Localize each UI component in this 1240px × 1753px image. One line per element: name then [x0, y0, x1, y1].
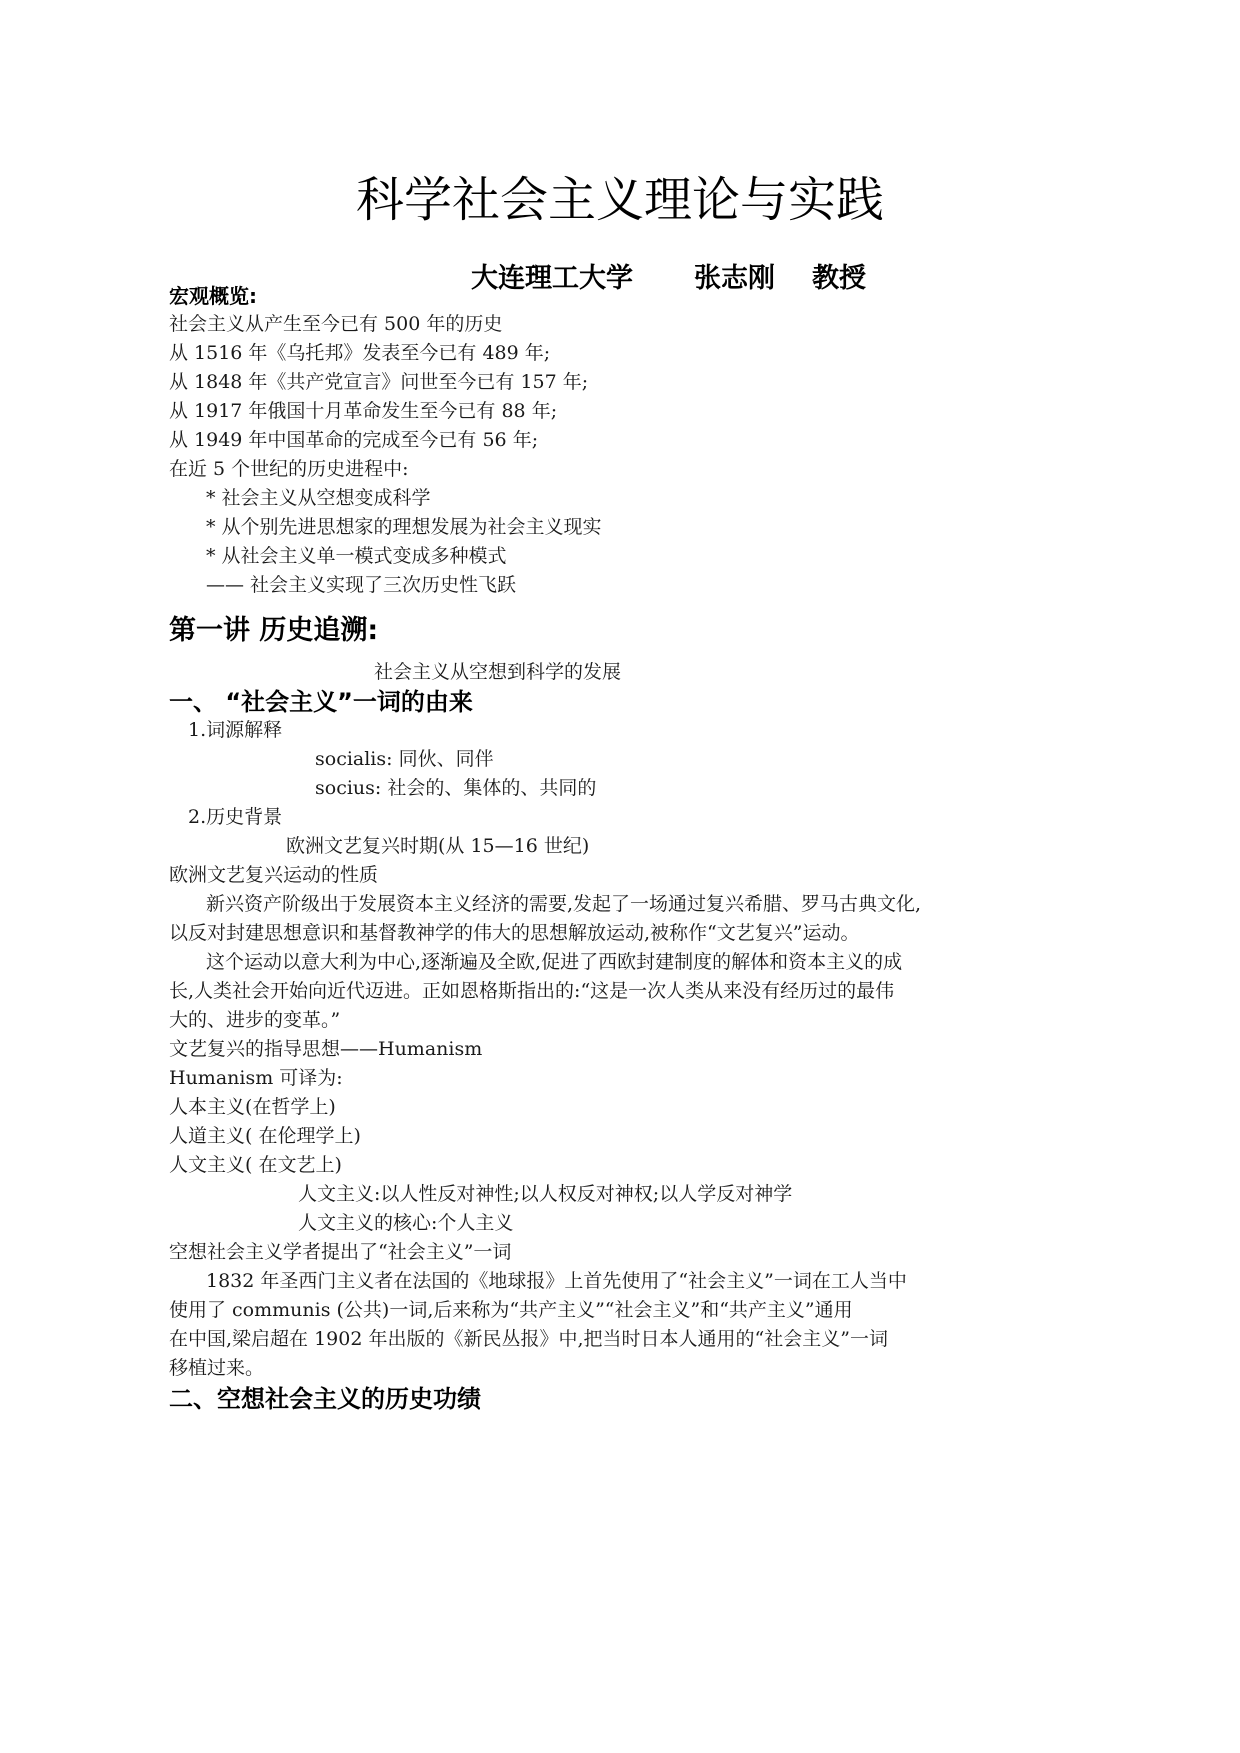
paragraph-line: 新兴资产阶级出于发展资本主义经济的需要,发起了一场通过复兴希腊、罗马古典文化,	[206, 893, 922, 915]
paragraph-line: 大的、进步的变革。”	[169, 1009, 341, 1031]
humanism-translation: 人道主义( 在伦理学上)	[169, 1125, 361, 1147]
document-title: 科学社会主义理论与实践	[355, 172, 884, 228]
item-label: 1.词源解释	[188, 719, 283, 741]
overview-bullet: * 社会主义从空想变成科学	[206, 487, 431, 509]
term-definition: socialis: 同伙、同伴	[315, 748, 494, 770]
overview-line: 从 1848 年《共产党宣言》问世至今已有 157 年;	[169, 371, 589, 393]
paragraph-line: 1832 年圣西门主义者在法国的《地球报》上首先使用了“社会主义”一词在工人当中	[206, 1270, 907, 1292]
paragraph-line: 使用了 communis (公共)一词,后来称为“共产主义”“社会主义”和“共产主义”通用	[169, 1299, 853, 1321]
section-heading: 一、 “社会主义”一词的由来	[169, 688, 473, 716]
overview-line: 从 1516 年《乌托邦》发表至今已有 489 年;	[169, 342, 551, 364]
humanism-definition: 人文主义的核心:个人主义	[298, 1212, 514, 1234]
overview-conclusion: —— 社会主义实现了三次历史性飞跃	[206, 574, 517, 596]
item-label: 2.历史背景	[188, 806, 283, 828]
humanism-guide: 文艺复兴的指导思想——Humanism	[169, 1038, 483, 1060]
overview-line: 社会主义从产生至今已有 500 年的历史	[169, 313, 503, 335]
overview-line: 从 1917 年俄国十月革命发生至今已有 88 年;	[169, 400, 558, 422]
paragraph-line: 在中国,梁启超在 1902 年出版的《新民丛报》中,把当时日本人通用的“社会主义”一词	[169, 1328, 888, 1350]
humanism-translate: Humanism 可译为:	[169, 1067, 343, 1089]
overview-bullet: * 从个别先进思想家的理想发展为社会主义现实	[206, 516, 602, 538]
byline-author: 张志刚	[694, 263, 775, 294]
section-heading: 二、空想社会主义的历史功绩	[169, 1385, 481, 1413]
lecture-heading: 第一讲 历史追溯:	[169, 615, 379, 646]
period-text: 欧洲文艺复兴时期(从 15—16 世纪)	[286, 835, 590, 857]
paragraph-line: 长,人类社会开始向近代迈进。正如恩格斯指出的:“这是一次人类从来没有经历过的最伟	[169, 980, 895, 1002]
humanism-translation: 人本主义(在哲学上)	[169, 1096, 336, 1118]
overview-bullet: * 从社会主义单一模式变成多种模式	[206, 545, 507, 567]
byline-institution: 大连理工大学	[471, 263, 633, 294]
paragraph-line: 这个运动以意大利为中心,逐渐遍及全欧,促进了西欧封建制度的解体和资本主义的成	[206, 951, 903, 973]
term-definition: socius: 社会的、集体的、共同的	[315, 777, 597, 799]
paragraph-line: 移植过来。	[169, 1357, 265, 1379]
humanism-definition: 人文主义:以人性反对神性;以人权反对神权;以人学反对神学	[298, 1183, 793, 1205]
lecture-subtitle: 社会主义从空想到科学的发展	[374, 661, 622, 683]
subheading: 欧洲文艺复兴运动的性质	[169, 864, 379, 886]
subheading: 空想社会主义学者提出了“社会主义”一词	[169, 1241, 512, 1263]
overview-line: 从 1949 年中国革命的完成至今已有 56 年;	[169, 429, 539, 451]
byline-rank: 教授	[812, 263, 866, 294]
overview-heading: 宏观概览:	[169, 284, 257, 308]
humanism-translation: 人文主义( 在文艺上)	[169, 1154, 342, 1176]
paragraph-line: 以反对封建思想意识和基督教神学的伟大的思想解放运动,被称作“文艺复兴”运动。	[169, 922, 860, 944]
overview-line: 在近 5 个世纪的历史进程中:	[169, 458, 409, 480]
